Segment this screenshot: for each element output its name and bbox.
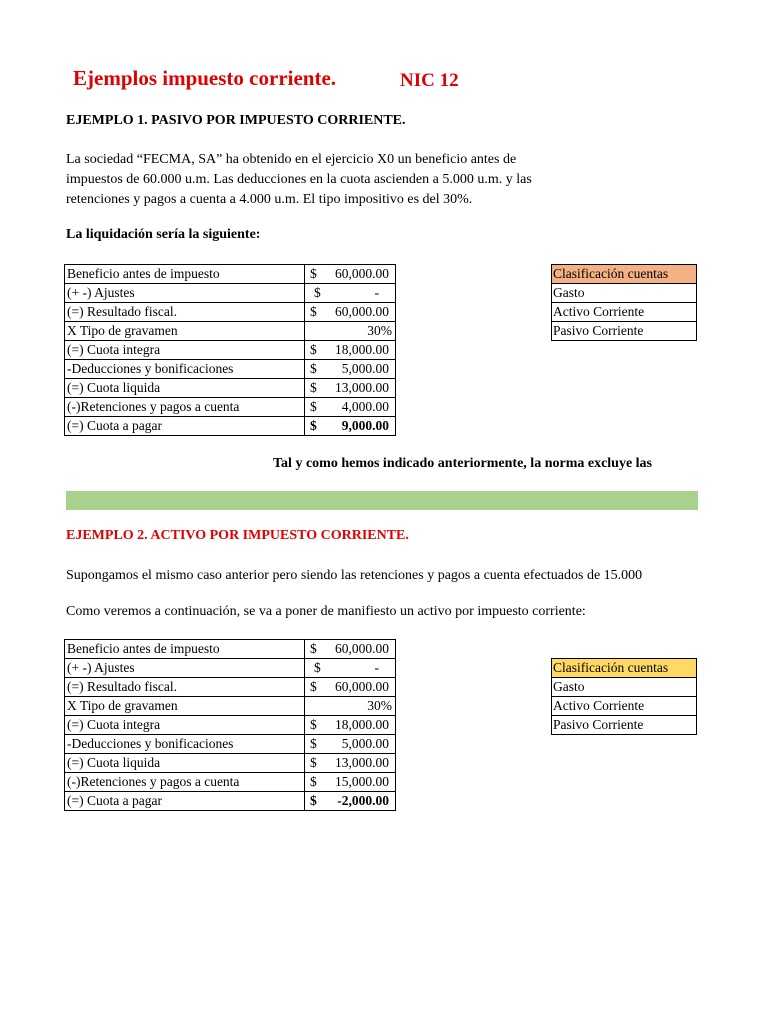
row-amount bbox=[305, 716, 396, 735]
amount-value: 13,000.00 bbox=[335, 755, 389, 770]
classification-item: Activo Corriente bbox=[552, 697, 697, 716]
example2-paragraph1: Supongamos el mismo caso anterior pero siendo las retenciones y pagos a cuenta efectuados de 15.000 bbox=[66, 568, 643, 583]
tax-row bbox=[65, 716, 396, 735]
row-label: -Deducciones y bonificaciones bbox=[65, 735, 305, 754]
row-amount bbox=[305, 398, 396, 417]
classification-item: Gasto bbox=[552, 678, 697, 697]
row-amount bbox=[305, 360, 396, 379]
amount-value: 18,000.00 bbox=[335, 342, 389, 357]
row-label: X Tipo de gravamen bbox=[65, 697, 305, 716]
currency-symbol: $ bbox=[314, 285, 321, 300]
currency-symbol: $ bbox=[310, 399, 317, 414]
currency-symbol: $ bbox=[310, 304, 317, 319]
row-label: (=) Resultado fiscal. bbox=[65, 678, 305, 697]
currency-symbol: $ bbox=[310, 641, 317, 656]
currency-symbol: $ bbox=[310, 774, 317, 789]
tax-row bbox=[65, 417, 396, 436]
amount-value: 15,000.00 bbox=[335, 774, 389, 789]
tax-row bbox=[65, 265, 396, 284]
row-label: X Tipo de gravamen bbox=[65, 322, 305, 341]
example2-heading: EJEMPLO 2. ACTIVO POR IMPUESTO CORRIENTE. bbox=[66, 528, 409, 543]
section-separator-bar bbox=[66, 491, 698, 510]
row-amount bbox=[305, 341, 396, 360]
row-label: (=) Resultado fiscal. bbox=[65, 303, 305, 322]
example1-heading: EJEMPLO 1. PASIVO POR IMPUESTO CORRIENTE. bbox=[66, 113, 406, 128]
currency-symbol: $ bbox=[310, 418, 317, 433]
example2-paragraph2: Como veremos a continuación, se va a poner de manifiesto un activo por impuesto corriente: bbox=[66, 604, 586, 619]
example2-tax-table bbox=[64, 639, 396, 811]
currency-symbol: $ bbox=[310, 266, 317, 281]
tax-row bbox=[65, 398, 396, 417]
tax-row bbox=[65, 754, 396, 773]
row-amount bbox=[305, 773, 396, 792]
tax-row bbox=[65, 341, 396, 360]
row-label: (+ -) Ajustes bbox=[65, 659, 305, 678]
classification-header: Clasificación cuentas bbox=[552, 659, 697, 678]
row-amount bbox=[305, 659, 396, 678]
amount-value: - bbox=[374, 285, 379, 300]
currency-symbol: $ bbox=[310, 380, 317, 395]
row-label: (=) Cuota liquida bbox=[65, 754, 305, 773]
tax-row bbox=[65, 773, 396, 792]
row-label: Beneficio antes de impuesto bbox=[65, 265, 305, 284]
row-label: (=) Cuota integra bbox=[65, 716, 305, 735]
paragraph-line: retenciones y pagos a cuenta a 4.000 u.m. El tipo impositivo es del 30%. bbox=[66, 192, 473, 207]
tax-row bbox=[65, 322, 396, 341]
row-label: Beneficio antes de impuesto bbox=[65, 640, 305, 659]
row-amount bbox=[305, 697, 396, 716]
row-amount bbox=[305, 735, 396, 754]
page-title: Ejemplos impuesto corriente. bbox=[73, 66, 337, 90]
row-label: -Deducciones y bonificaciones bbox=[65, 360, 305, 379]
tax-row bbox=[65, 792, 396, 811]
row-amount bbox=[305, 754, 396, 773]
amount-value: - bbox=[374, 660, 379, 675]
amount-value: 60,000.00 bbox=[335, 679, 389, 694]
tax-row bbox=[65, 735, 396, 754]
example1-classification-table bbox=[551, 264, 697, 341]
classification-item: Pasivo Corriente bbox=[552, 322, 697, 341]
example1-tax-table bbox=[64, 264, 396, 436]
row-amount bbox=[305, 284, 396, 303]
row-amount bbox=[305, 303, 396, 322]
row-amount bbox=[305, 792, 396, 811]
amount-value: 30% bbox=[367, 698, 392, 713]
row-amount bbox=[305, 678, 396, 697]
amount-value: 9,000.00 bbox=[341, 418, 389, 433]
row-amount bbox=[305, 417, 396, 436]
row-label: (-)Retenciones y pagos a cuenta bbox=[65, 398, 305, 417]
tax-row bbox=[65, 284, 396, 303]
row-label: (=) Cuota a pagar bbox=[65, 792, 305, 811]
amount-value: 4,000.00 bbox=[341, 399, 389, 414]
row-amount bbox=[305, 265, 396, 284]
row-label: (=) Cuota liquida bbox=[65, 379, 305, 398]
tax-row bbox=[65, 379, 396, 398]
classification-item: Pasivo Corriente bbox=[552, 716, 697, 735]
paragraph-line: impuestos de 60.000 u.m. Las deducciones en la cuota ascienden a 5.000 u.m. y las bbox=[66, 172, 532, 187]
tax-row bbox=[65, 659, 396, 678]
amount-value: 5,000.00 bbox=[341, 736, 389, 751]
amount-value: 60,000.00 bbox=[335, 304, 389, 319]
classification-item: Gasto bbox=[552, 284, 697, 303]
tax-row bbox=[65, 640, 396, 659]
classification-item: Activo Corriente bbox=[552, 303, 697, 322]
amount-value: 5,000.00 bbox=[341, 361, 389, 376]
currency-symbol: $ bbox=[310, 717, 317, 732]
amount-value: 30% bbox=[367, 323, 392, 338]
row-amount bbox=[305, 322, 396, 341]
currency-symbol: $ bbox=[310, 793, 317, 808]
currency-symbol: $ bbox=[310, 361, 317, 376]
row-amount bbox=[305, 640, 396, 659]
paragraph-line: La sociedad “FECMA, SA” ha obtenido en el ejercicio X0 un beneficio antes de bbox=[66, 152, 517, 167]
currency-symbol: $ bbox=[310, 679, 317, 694]
row-label: (-)Retenciones y pagos a cuenta bbox=[65, 773, 305, 792]
tax-row bbox=[65, 360, 396, 379]
standard-label: NIC 12 bbox=[400, 70, 459, 91]
currency-symbol: $ bbox=[310, 755, 317, 770]
row-label: (=) Cuota a pagar bbox=[65, 417, 305, 436]
tax-row bbox=[65, 303, 396, 322]
amount-value: 18,000.00 bbox=[335, 717, 389, 732]
tax-row bbox=[65, 678, 396, 697]
row-label: (+ -) Ajustes bbox=[65, 284, 305, 303]
amount-value: 60,000.00 bbox=[335, 641, 389, 656]
amount-value: 60,000.00 bbox=[335, 266, 389, 281]
example2-classification-table bbox=[551, 658, 697, 735]
currency-symbol: $ bbox=[314, 660, 321, 675]
liquidation-heading: La liquidación sería la siguiente: bbox=[66, 227, 261, 242]
tax-row bbox=[65, 697, 396, 716]
example1-note: Tal y como hemos indicado anteriormente, la norma excluye las bbox=[273, 456, 653, 471]
row-amount bbox=[305, 379, 396, 398]
example1-paragraph bbox=[66, 150, 532, 210]
currency-symbol: $ bbox=[310, 342, 317, 357]
currency-symbol: $ bbox=[310, 736, 317, 751]
amount-value: 13,000.00 bbox=[335, 380, 389, 395]
classification-header: Clasificación cuentas bbox=[552, 265, 697, 284]
row-label: (=) Cuota integra bbox=[65, 341, 305, 360]
amount-value: -2,000.00 bbox=[337, 793, 389, 808]
